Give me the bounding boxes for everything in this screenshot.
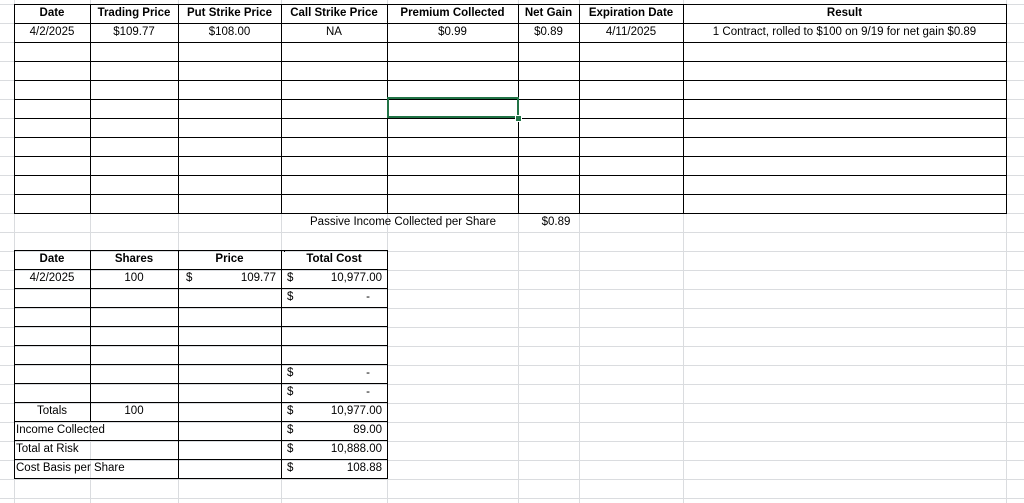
border-line xyxy=(14,364,388,365)
border-line xyxy=(14,118,1007,119)
header-call-strike-price[interactable]: Call Strike Price xyxy=(290,7,378,19)
cell-expiration-date[interactable]: 4/11/2025 xyxy=(605,26,657,38)
border-line xyxy=(14,326,388,327)
border-line xyxy=(14,61,1007,62)
cell-result[interactable]: 1 Contract, rolled to $100 on 9/19 for net gain $0.89 xyxy=(712,26,977,38)
border-line xyxy=(14,4,15,214)
cost-symbol: $ xyxy=(287,424,294,436)
border-line xyxy=(683,4,684,214)
income-collected-label[interactable]: Income Collected xyxy=(16,424,105,436)
border-line xyxy=(14,156,1007,157)
header-premium-collected[interactable]: Premium Collected xyxy=(400,7,505,19)
border-line xyxy=(178,250,179,479)
total-at-risk-label[interactable]: Total at Risk xyxy=(16,443,79,455)
border-line xyxy=(90,250,91,422)
cost-basis-value[interactable]: 108.88 xyxy=(346,462,382,474)
totals-label[interactable]: Totals xyxy=(36,405,68,417)
shares-cell-total-cost[interactable]: 10,977.00 xyxy=(330,272,382,284)
cell-call-strike-price[interactable]: NA xyxy=(326,26,342,38)
cell-trading-price[interactable]: $109.77 xyxy=(113,26,155,38)
cost-symbol: $ xyxy=(287,443,294,455)
border-line xyxy=(14,213,1007,214)
border-line xyxy=(14,269,388,270)
header-date[interactable]: Date xyxy=(39,7,65,19)
header-put-strike-price[interactable]: Put Strike Price xyxy=(186,7,272,19)
row-gridline xyxy=(0,441,1024,442)
shares-cell-total-cost[interactable]: - xyxy=(366,291,370,303)
row-gridline xyxy=(0,289,1024,290)
border-line xyxy=(14,42,1007,43)
selected-cell[interactable] xyxy=(387,97,519,118)
shares-header-price[interactable]: Price xyxy=(215,253,244,265)
row-gridline xyxy=(0,365,1024,366)
row-gridline xyxy=(0,479,1024,480)
border-line xyxy=(14,402,388,403)
shares-header-shares[interactable]: Shares xyxy=(114,253,154,265)
border-line xyxy=(14,4,1007,5)
border-line xyxy=(579,4,580,214)
border-line xyxy=(14,194,1007,195)
border-line xyxy=(14,250,15,479)
row-gridline xyxy=(0,232,1024,233)
border-line xyxy=(281,250,282,479)
border-line xyxy=(178,4,179,214)
cost-symbol: $ xyxy=(287,405,294,417)
cell-date[interactable]: 4/2/2025 xyxy=(29,26,75,38)
cell-net-gain[interactable]: $0.89 xyxy=(534,26,563,38)
shares-cell-total-cost[interactable]: - xyxy=(366,367,370,379)
shares-header-total-cost[interactable]: Total Cost xyxy=(306,253,362,265)
header-expiration-date[interactable]: Expiration Date xyxy=(588,7,674,19)
shares-header-date[interactable]: Date xyxy=(39,253,65,265)
border-line xyxy=(284,250,285,252)
border-line xyxy=(14,421,388,422)
shares-cell-price-symbol: $ xyxy=(186,272,193,284)
header-trading-price[interactable]: Trading Price xyxy=(97,7,171,19)
passive-income-label[interactable]: Passive Income Collected per Share xyxy=(310,216,497,228)
header-result[interactable]: Result xyxy=(826,7,863,19)
cost-symbol: $ xyxy=(287,386,294,398)
border-line xyxy=(14,175,1007,176)
border-line xyxy=(1006,4,1007,214)
row-gridline xyxy=(0,498,1024,499)
row-gridline xyxy=(0,346,1024,347)
cost-symbol: $ xyxy=(287,462,294,474)
border-line xyxy=(14,288,388,289)
border-line xyxy=(14,440,388,441)
cost-basis-label[interactable]: Cost Basis per Share xyxy=(16,462,125,474)
border-line xyxy=(281,4,282,214)
border-line xyxy=(14,137,1007,138)
border-line xyxy=(387,250,388,479)
border-line xyxy=(14,478,388,479)
border-line xyxy=(14,345,388,346)
cell-premium-collected[interactable]: $0.99 xyxy=(438,26,467,38)
shares-cell-price[interactable]: 109.77 xyxy=(240,272,276,284)
shares-cell-shares[interactable]: 100 xyxy=(124,272,144,284)
cost-symbol: $ xyxy=(287,291,294,303)
border-line xyxy=(90,4,91,214)
header-net-gain[interactable]: Net Gain xyxy=(524,7,573,19)
row-gridline xyxy=(0,327,1024,328)
border-line xyxy=(14,23,1007,24)
shares-cell-total-cost[interactable]: - xyxy=(366,386,370,398)
total-at-risk-value[interactable]: 10,888.00 xyxy=(330,443,382,455)
cost-symbol: $ xyxy=(287,367,294,379)
border-line xyxy=(14,383,388,384)
income-collected-value[interactable]: 89.00 xyxy=(353,424,382,436)
border-line xyxy=(14,307,388,308)
passive-income-value[interactable]: $0.89 xyxy=(541,216,571,228)
cost-symbol: $ xyxy=(287,272,294,284)
shares-cell-date[interactable]: 4/2/2025 xyxy=(29,272,75,284)
totals-shares[interactable]: 100 xyxy=(124,405,144,417)
border-line xyxy=(14,80,1007,81)
row-gridline xyxy=(0,384,1024,385)
cell-put-strike-price[interactable]: $108.00 xyxy=(208,26,251,38)
border-line xyxy=(14,250,388,251)
fill-handle[interactable] xyxy=(515,115,522,122)
row-gridline xyxy=(0,308,1024,309)
border-line xyxy=(14,459,388,460)
totals-cost[interactable]: 10,977.00 xyxy=(330,405,382,417)
